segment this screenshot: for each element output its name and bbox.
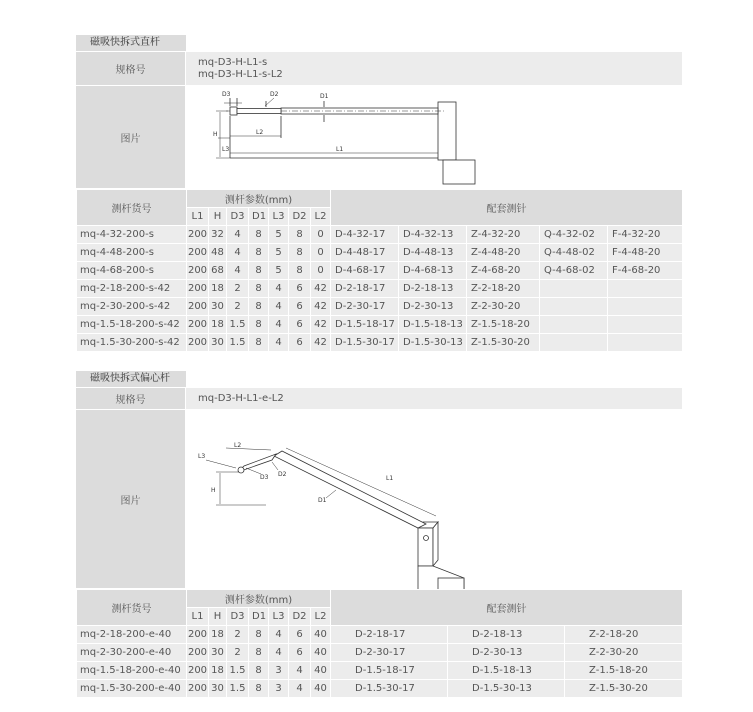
col-styli-header: 配套测针 [331,190,683,226]
stylus-cell: D-1.5-30-13 [448,680,565,698]
model-cell: mq-4-68-200-s [77,262,187,280]
col-params-header: 测杆参数(mm) [187,190,331,208]
stylus-cell: D-4-32-17 [331,226,399,244]
stylus-cell: Z-4-48-20 [467,244,540,262]
model-cell: mq-1.5-18-200-e-40 [77,662,187,680]
section1-block [76,52,682,352]
stylus-cell: Q-4-32-02 [540,226,608,244]
dim-label-h: H [213,131,218,138]
param-cell: 4 [227,262,249,280]
section2-pic-label: 图片 [76,410,186,588]
stylus-cell [540,298,608,316]
param-cell: 200 [187,316,209,334]
param-header-cell: D3 [227,208,249,226]
dim-label-d2: D2 [270,91,279,98]
dim-label-d3: D3 [222,91,231,98]
param-cell: 5 [269,262,289,280]
model-cell: mq-4-48-200-s [77,244,187,262]
section1-parts-table [76,189,683,352]
table-header-row [77,590,683,608]
section2-spec-row [76,388,682,410]
param-cell: 32 [209,226,227,244]
param-cell: 2 [227,280,249,298]
param-cell: 8 [249,262,269,280]
param-header-cell: H [209,208,227,226]
table-row [77,298,683,316]
stylus-cell: D-4-68-13 [399,262,467,280]
param-cell: 18 [209,316,227,334]
stylus-cell: Z-4-32-20 [467,226,540,244]
section1-pic-label: 图片 [76,86,186,188]
section2-spec-label: 规格号 [76,388,186,409]
model-cell: mq-1.5-18-200-s-42 [77,316,187,334]
param-header-cell: D1 [249,208,269,226]
param-cell: 42 [311,316,331,334]
param-cell: 30 [209,680,227,698]
section1-picture [186,86,682,188]
param-cell: 200 [187,244,209,262]
param-cell: 6 [289,298,311,316]
param-cell: 30 [209,298,227,316]
section2-title: 磁吸快拆式偏心杆 [76,371,186,387]
section2-picture [186,410,682,588]
param-cell: 6 [289,316,311,334]
stylus-cell: Z-2-30-20 [467,298,540,316]
param-cell: 18 [209,626,227,644]
dim-label-d2: D2 [278,471,287,478]
stylus-cell: D-2-30-13 [399,298,467,316]
model-cell: mq-2-18-200-s-42 [77,280,187,298]
param-cell: 0 [311,244,331,262]
stylus-cell: D-2-30-17 [331,644,448,662]
param-cell: 2 [227,644,249,662]
stylus-cell: D-4-32-13 [399,226,467,244]
param-cell: 40 [311,626,331,644]
param-cell: 200 [187,262,209,280]
stylus-cell: D-2-18-17 [331,626,448,644]
param-cell: 2 [227,626,249,644]
dim-label-l2: L2 [256,129,264,136]
col-model-header: 测杆货号 [77,190,187,226]
stylus-cell: Z-2-18-20 [565,626,683,644]
stylus-cell: D-2-30-17 [331,298,399,316]
param-cell: 8 [289,226,311,244]
section2-block [76,388,682,698]
table-row [77,662,683,680]
param-cell: 1.5 [227,662,249,680]
section1-spec-value: mq-D3-H-L1-s [198,57,268,68]
param-cell: 42 [311,280,331,298]
table-row [77,334,683,352]
param-cell: 4 [289,680,311,698]
param-cell: 30 [209,644,227,662]
table-row [77,262,683,280]
param-cell: 68 [209,262,227,280]
stylus-cell [540,280,608,298]
stylus-cell [540,316,608,334]
dim-label-l3: L3 [198,453,206,460]
table-row [77,316,683,334]
param-header-cell: L2 [311,608,331,626]
param-header-cell: D2 [289,208,311,226]
param-cell: 42 [311,334,331,352]
section2-picture-row [76,410,682,589]
param-header-cell: L2 [311,208,331,226]
stylus-cell: Z-2-30-20 [565,644,683,662]
col-params-header: 测杆参数(mm) [187,590,331,608]
param-cell: 8 [289,244,311,262]
straight-stylus-diagram [186,86,476,189]
param-cell: 4 [269,334,289,352]
param-header-cell: D1 [249,608,269,626]
stylus-cell [608,316,683,334]
param-cell: 4 [269,316,289,334]
param-cell: 1.5 [227,316,249,334]
param-cell: 8 [249,244,269,262]
section1-picture-row [76,86,682,189]
param-header-cell: H [209,608,227,626]
stylus-cell [540,334,608,352]
dim-label-d1: D1 [318,497,327,504]
param-cell: 8 [249,680,269,698]
stylus-cell: Z-4-68-20 [467,262,540,280]
param-cell: 8 [249,662,269,680]
offset-stylus-diagram [186,410,486,589]
param-cell: 4 [269,644,289,662]
dim-label-d3: D3 [260,474,269,481]
dim-label-l2: L2 [234,442,242,449]
stylus-cell: Z-2-18-20 [467,280,540,298]
section2-spec-value: mq-D3-H-L1-e-L2 [198,393,284,404]
param-cell: 6 [289,644,311,662]
param-cell: 8 [249,280,269,298]
param-cell: 3 [269,662,289,680]
model-cell: mq-2-30-200-s-42 [77,298,187,316]
param-cell: 200 [187,680,209,698]
param-cell: 18 [209,280,227,298]
stylus-cell [608,280,683,298]
stylus-cell: F-4-48-20 [608,244,683,262]
param-cell: 8 [249,644,269,662]
param-cell: 200 [187,662,209,680]
stylus-cell: D-1.5-18-17 [331,316,399,334]
section1-spec-values [186,52,682,85]
stylus-cell: D-4-48-17 [331,244,399,262]
param-cell: 6 [289,280,311,298]
table-row [77,626,683,644]
param-cell: 5 [269,226,289,244]
model-cell: mq-1.5-30-200-e-40 [77,680,187,698]
param-header-cell: L3 [269,208,289,226]
param-cell: 8 [249,226,269,244]
stylus-cell: Z-1.5-30-20 [467,334,540,352]
stylus-cell: D-2-30-13 [448,644,565,662]
stylus-cell: Z-1.5-30-20 [565,680,683,698]
param-header-cell: D2 [289,608,311,626]
section1-spec-row [76,52,682,86]
param-cell: 4 [269,626,289,644]
param-cell: 48 [209,244,227,262]
stylus-cell: D-1.5-18-13 [448,662,565,680]
param-cell: 8 [289,262,311,280]
dim-label-l1: L1 [336,146,344,153]
section2-spec-values [186,388,682,409]
param-cell: 200 [187,334,209,352]
param-cell: 18 [209,662,227,680]
param-cell: 0 [311,262,331,280]
param-cell: 3 [269,680,289,698]
param-cell: 5 [269,244,289,262]
model-cell: mq-4-32-200-s [77,226,187,244]
table-header-row [77,190,683,208]
stylus-cell: D-1.5-30-13 [399,334,467,352]
stylus-cell: F-4-68-20 [608,262,683,280]
col-styli-header: 配套测针 [331,590,683,626]
param-cell: 1.5 [227,334,249,352]
stylus-cell [608,334,683,352]
param-cell: 8 [249,334,269,352]
dim-label-d1: D1 [320,93,329,100]
section2-parts-table [76,589,683,698]
param-cell: 8 [249,626,269,644]
param-cell: 4 [227,244,249,262]
param-cell: 6 [289,334,311,352]
stylus-cell: D-4-68-17 [331,262,399,280]
param-cell: 40 [311,644,331,662]
param-cell: 1.5 [227,680,249,698]
table-row [77,226,683,244]
section1-spec-label: 规格号 [76,52,186,85]
param-header-cell: L1 [187,608,209,626]
table-row [77,280,683,298]
stylus-cell: D-1.5-18-13 [399,316,467,334]
table-row [77,644,683,662]
param-cell: 40 [311,680,331,698]
param-header-cell: D3 [227,608,249,626]
col-model-header: 测杆货号 [77,590,187,626]
stylus-cell: D-2-18-17 [331,280,399,298]
dim-label-l1: L1 [386,475,394,482]
param-cell: 30 [209,334,227,352]
table-row [77,244,683,262]
model-cell: mq-2-30-200-e-40 [77,644,187,662]
param-cell: 200 [187,626,209,644]
param-cell: 4 [289,662,311,680]
param-cell: 4 [269,298,289,316]
section1-title: 磁吸快拆式直杆 [76,35,186,51]
model-cell: mq-2-18-200-e-40 [77,626,187,644]
stylus-cell: Q-4-48-02 [540,244,608,262]
stylus-cell: F-4-32-20 [608,226,683,244]
dim-label-l3: L3 [222,146,230,153]
stylus-cell: D-1.5-18-17 [331,662,448,680]
param-header-cell: L3 [269,608,289,626]
stylus-cell [608,298,683,316]
stylus-cell: Z-1.5-18-20 [467,316,540,334]
stylus-cell: D-2-18-13 [399,280,467,298]
model-cell: mq-1.5-30-200-s-42 [77,334,187,352]
stylus-cell: D-2-18-13 [448,626,565,644]
param-cell: 42 [311,298,331,316]
param-cell: 200 [187,280,209,298]
stylus-cell: D-1.5-30-17 [331,334,399,352]
param-cell: 40 [311,662,331,680]
stylus-cell: D-1.5-30-17 [331,680,448,698]
param-cell: 0 [311,226,331,244]
stylus-cell: D-4-48-13 [399,244,467,262]
param-cell: 200 [187,226,209,244]
param-cell: 200 [187,298,209,316]
param-cell: 8 [249,316,269,334]
param-cell: 2 [227,298,249,316]
stylus-cell: Q-4-68-02 [540,262,608,280]
param-cell: 4 [227,226,249,244]
param-cell: 4 [269,280,289,298]
param-cell: 6 [289,626,311,644]
param-header-cell: L1 [187,208,209,226]
table-row [77,680,683,698]
param-cell: 200 [187,644,209,662]
section1-spec-value: mq-D3-H-L1-s-L2 [198,69,283,80]
dim-label-h: H [211,487,216,494]
param-cell: 8 [249,298,269,316]
stylus-cell: Z-1.5-18-20 [565,662,683,680]
